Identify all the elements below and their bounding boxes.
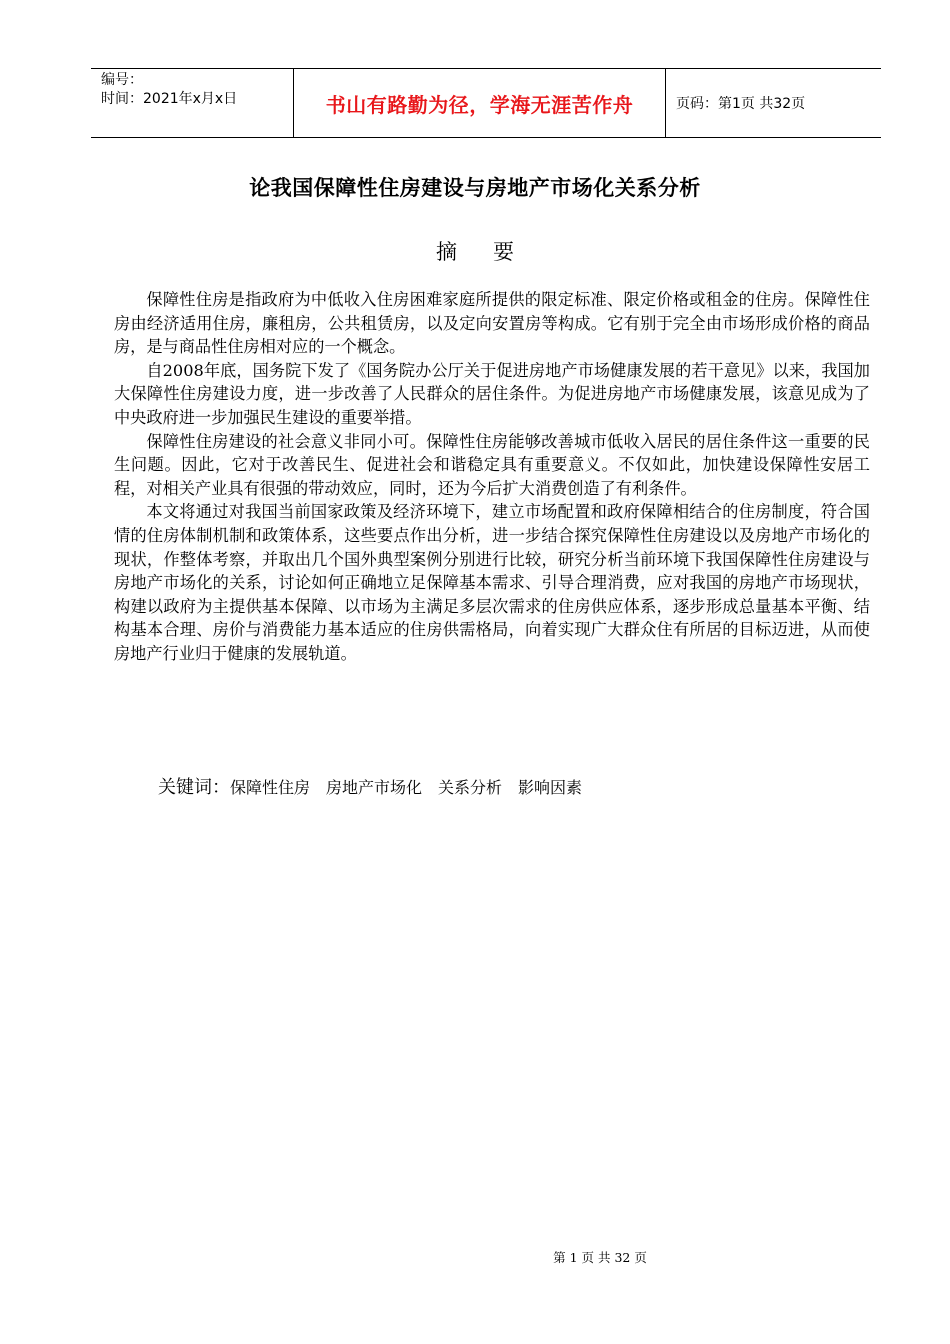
document-title: 论我国保障性住房建设与房地产市场化关系分析 xyxy=(249,176,701,200)
abstract-body xyxy=(114,288,870,666)
abstract-paragraph: 自2008年底，国务院下发了《国务院办公厅关于促进房地产市场健康发展的若干意见》以来，我国加大保障性住房建设力度，进一步改善了人民群众的居住条件。为促进房地产市场健康发展，该意见成为了中央政府进一步加强民生建设的重要举措。 xyxy=(114,360,870,427)
keywords-label: 关键词： xyxy=(158,777,230,798)
number-label: 编号： xyxy=(101,72,143,88)
abstract-paragraph: 保障性住房是指政府为中低收入住房困难家庭所提供的限定标准、限定价格或租金的住房。保障性住房由经济适用住房，廉租房，公共租赁房，以及定向安置房等构成。它有别于完全由市场形成价格的商品房，是与商品性住房相对应的一个概念。 xyxy=(114,290,870,357)
document-header xyxy=(91,68,881,138)
keyword-item: 影响因素 xyxy=(518,778,583,797)
abstract-paragraph: 保障性住房建设的社会意义非同小可。保障性住房能够改善城市低收入居民的居住条件这一重要的民生问题。因此，它对于改善民生、促进社会和谐稳定具有重要意义。不仅如此，加快建设保障性安居工程，对相关产业具有很强的带动效应，同时，还为今后扩大消费创造了有利条件。 xyxy=(114,431,870,498)
page-footer: 第 1 页 共 32 页 xyxy=(553,1250,647,1265)
abstract-heading: 摘要 xyxy=(436,240,550,264)
time-label: 时间：2021年x月x日 xyxy=(101,91,238,107)
keyword-item: 保障性住房 xyxy=(230,778,311,797)
header-motto: 书山有路勤为径，学海无涯苦作舟 xyxy=(293,69,666,137)
keywords-line xyxy=(158,773,598,799)
header-meta xyxy=(91,69,293,137)
abstract-paragraph: 本文将通过对我国当前国家政策及经济环境下，建立市场配置和政府保障相结合的住房制度，符合国情的住房体制机制和政策体系，这些要点作出分析，进一步结合探究保障性住房建设以及房地产市场化的现状，作整体考察，并取出几个国外典型案例分别进行比较，研究分析当前环境下我国保障性住房建设与房地产市场化的关系，讨论如何正确地立足保障基本需求、引导合理消费，应对我国的房地产市场现状，构建以政府为主提供基本保障、以市场为主满足多层次需求的住房供应体系，逐步形成总量基本平衡、结构基本合理、房价与消费能力基本适应的住房供需格局，向着实现广大群众住有所居的目标迈进，从而使房地产行业归于健康的发展轨道。 xyxy=(114,502,870,663)
keyword-item: 关系分析 xyxy=(438,778,503,797)
keyword-item: 房地产市场化 xyxy=(326,778,423,797)
header-page-info: 页码：第1页 共32页 xyxy=(676,96,806,112)
